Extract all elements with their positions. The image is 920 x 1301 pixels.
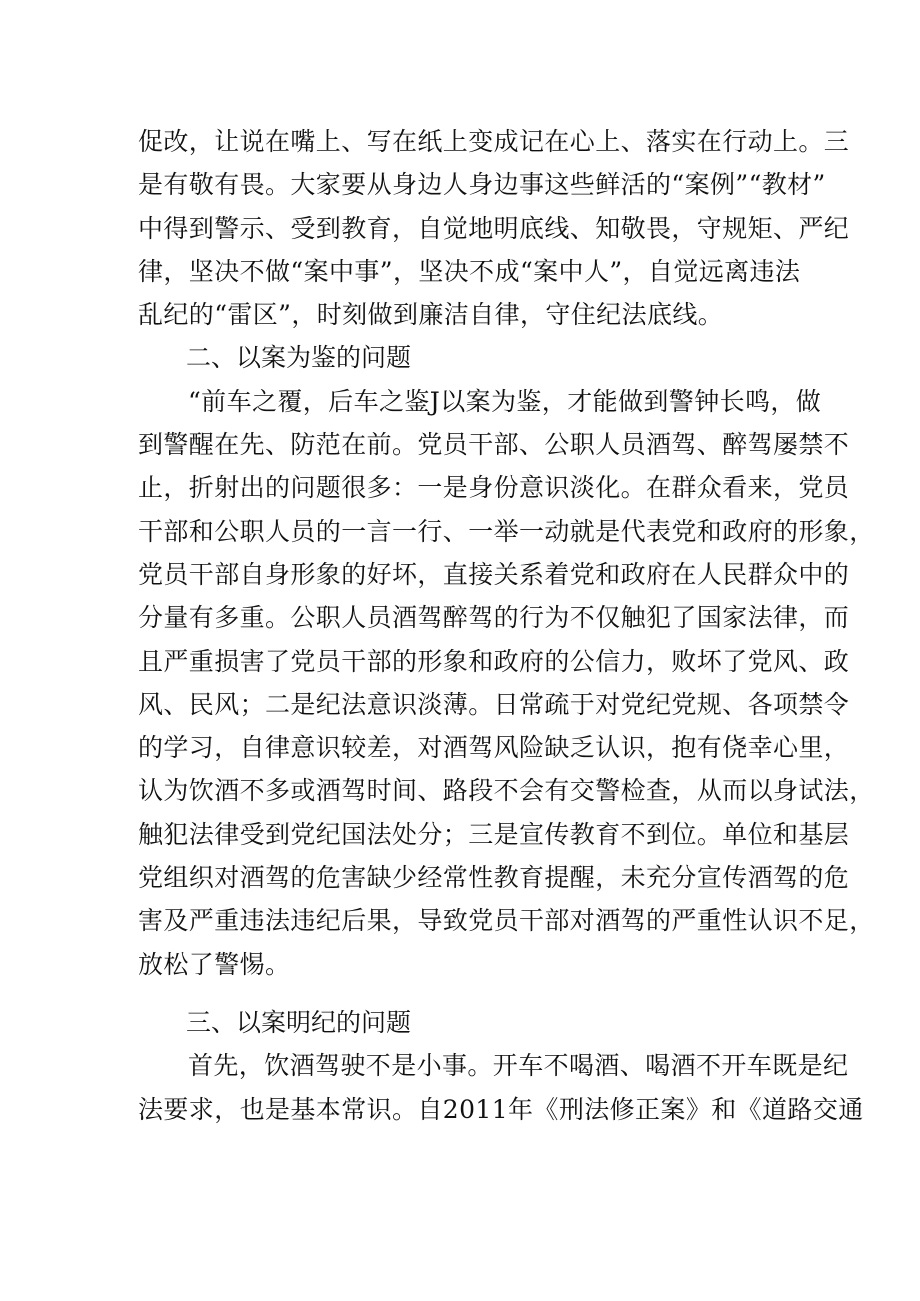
- text-line: 止，折射出的问题很多：一是身份意识淡化。在群众看来，党员: [138, 473, 850, 503]
- spacer: [138, 987, 798, 1002]
- text-line: 首先，饮酒驾驶不是小事。开车不喝酒、喝酒不开车既是纪: [188, 1051, 849, 1081]
- text-line: 促改，让说在嘴上、写在纸上变成记在心上、落实在行动上。三: [138, 127, 850, 156]
- text-line: 认为饮酒不多或酒驾时间、路段不会有交警检查，从而以身试法，: [138, 776, 875, 806]
- text-line: “前车之覆，后车之鉴J以案为鉴，才能做到警钟长鸣，做: [188, 386, 822, 416]
- text-line: 且严重损害了党员干部的形象和政府的公信力，败坏了党风、政: [138, 646, 850, 676]
- text-line: 到警醒在先、防范在前。党员干部、公职人员酒驾、醉驾屡禁不: [138, 430, 850, 460]
- section-heading: 三、以案明纪的问题: [186, 1007, 412, 1037]
- text-line: 害及严重违法违纪后果，导致党员干部对酒驾的严重性认识不足，: [138, 906, 875, 936]
- text-line: 法要求，也是基本常识。自2011年《刑法修正案》和《道路交通: [138, 1094, 864, 1124]
- text-line: 的学习，自律意识较差，对酒驾风险缺乏认识，抱有侥幸心里，: [138, 733, 850, 763]
- paragraph: [138, 121, 850, 336]
- text-line: 是有敬有畏。大家要从身边人身边事这些鲜活的“案例”“教材”: [138, 170, 826, 200]
- text-line: 党员干部自身形象的好坏，直接关系着党和政府在人民群众中的: [138, 559, 850, 589]
- text-line: 风、民风；二是纪法意识淡薄。日常疏于对党纪党规、各项禁令: [138, 689, 850, 719]
- text-line: 放松了警惕。: [138, 949, 291, 979]
- text-line: 律，坚决不做“案中事”，坚决不成“案中人”，自觉远离违法: [138, 256, 801, 286]
- text-line: 分量有多重。公职人员酒驾醉驾的行为不仅触犯了国家法律，而: [138, 603, 850, 633]
- section-heading: 二、以案为鉴的问题: [186, 343, 412, 373]
- document-body: [138, 121, 875, 1132]
- text-line: 乱纪的“雷区”，时刻做到廉洁自律，守住纪法底线。: [138, 300, 724, 330]
- text-line: 触犯法律受到党纪国法处分；三是宣传教育不到位。单位和基层: [138, 819, 850, 849]
- text-line: 中得到警示、受到教育，自觉地明底线、知敬畏，守规矩、严纪: [138, 213, 850, 243]
- text-line: 干部和公职人员的一言一行、一举一动就是代表党和政府的形象，: [138, 516, 875, 546]
- paragraph: [138, 1045, 864, 1130]
- text-line: 党组织对酒驾的危害缺少经常性教育提醒，未充分宣传酒驾的危: [138, 863, 850, 893]
- paragraph: [138, 381, 875, 986]
